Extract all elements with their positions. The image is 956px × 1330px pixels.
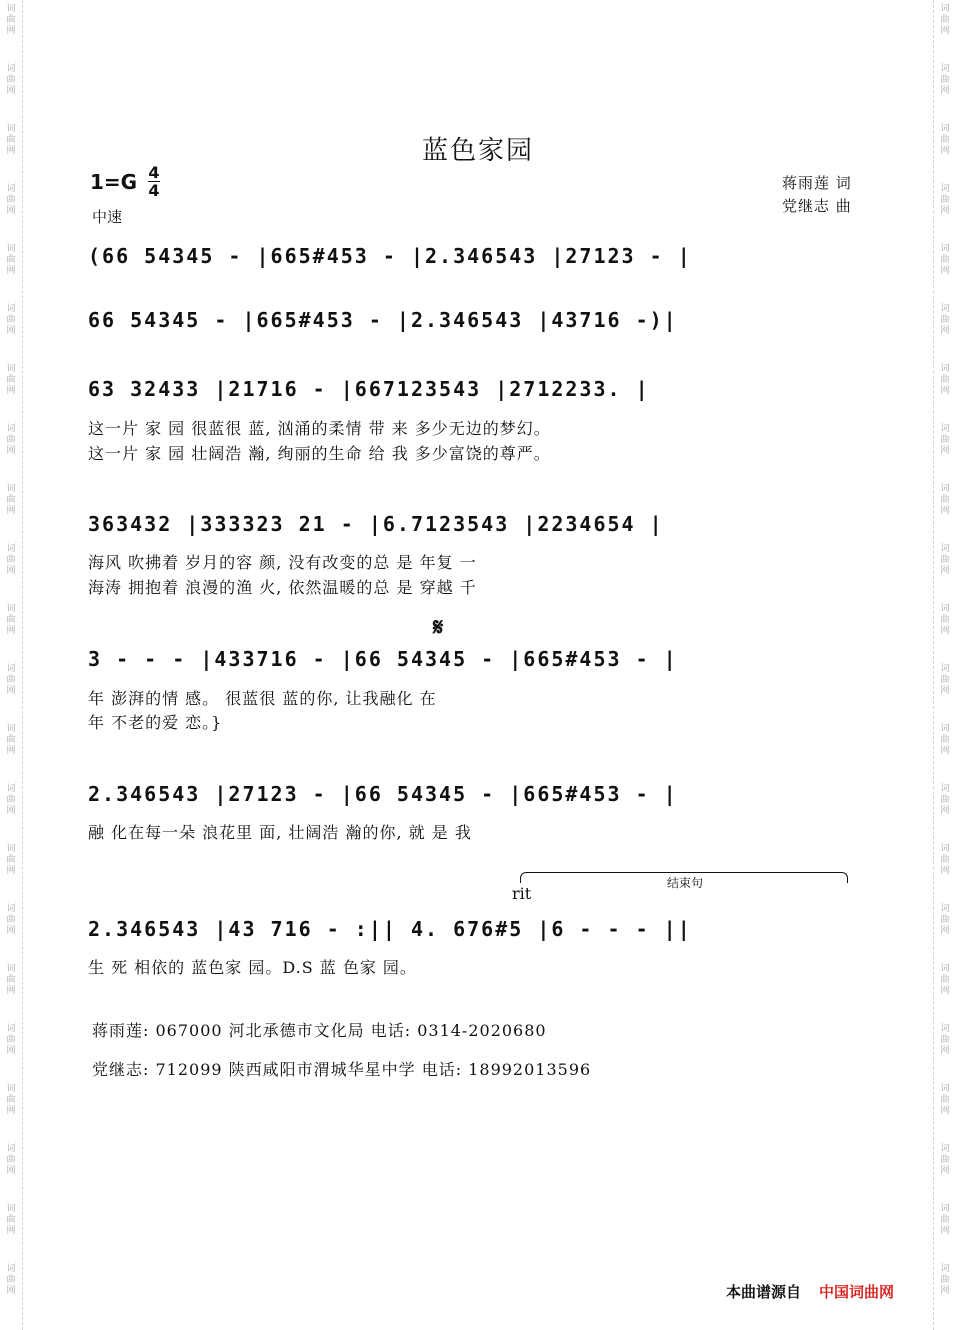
time-signature [148,164,160,199]
watermark-mark: 词 曲 网 [940,484,950,516]
watermark-mark: 词 曲 网 [6,784,16,816]
watermark-mark: 词 曲 网 [940,64,950,96]
watermark-mark: 词 曲 网 [6,1024,16,1056]
watermark-mark: 词 曲 网 [940,784,950,816]
watermark-mark: 词 曲 网 [940,184,950,216]
notation-line-1: (66 54345 - |665#453 - |2.346543 |27123 - | [88,244,692,268]
ending-label: 结束句 [667,876,704,890]
watermark-mark: 词 曲 网 [6,544,16,576]
tempo-marking: 中速 [92,208,123,226]
source-site-link[interactable]: 中国词曲网 [819,1283,895,1301]
watermark-mark: 词 曲 网 [6,244,16,276]
watermark-mark: 词 曲 网 [6,844,16,876]
watermark-mark: 词 曲 网 [940,664,950,696]
source-credit [726,1281,894,1302]
watermark-mark: 词 曲 网 [940,844,950,876]
watermark-mark: 词 曲 网 [6,484,16,516]
notation-line-3: 63 32433 |21716 - |667123543 |2712233. | [88,377,650,401]
lyric-line-5-verse-2: 年 不老的爱 恋。} [88,713,229,732]
watermark-mark: 词 曲 网 [940,424,950,456]
watermark-mark: 词 曲 网 [940,304,950,336]
lyric-line-3-verse-2: 这一片 家 园 壮阔浩 瀚, 绚丽的生命 给 我 多少富饶的尊严。 [88,444,551,463]
watermark-mark: 词 曲 网 [6,964,16,996]
watermark-mark: 词 曲 网 [940,544,950,576]
time-signature-bottom: 4 [148,181,160,200]
notation-line-4: 363432 |333323 21 - |6.7123543 |2234654 | [88,512,664,536]
watermark-mark: 词 曲 网 [940,1084,950,1116]
time-signature-top: 4 [148,163,160,182]
watermark-mark: 词 曲 网 [6,604,16,636]
watermark-mark: 词 曲 网 [940,364,950,396]
watermark-mark: 词 曲 网 [940,904,950,936]
watermark-mark: 词 曲 网 [940,4,950,36]
lyric-line-4-verse-2: 海涛 拥抱着 浪漫的渔 火, 依然温暖的总 是 穿越 千 [88,578,477,597]
watermark-mark: 词 曲 网 [940,964,950,996]
notation-line-6: 2.346543 |27123 - |66 54345 - |665#453 - | [88,782,678,806]
notation-line-5: 3 - - - |433716 - |66 54345 - |665#453 - | [88,647,678,671]
watermark-mark: 词 曲 网 [940,1204,950,1236]
watermark-mark: 词 曲 网 [940,1144,950,1176]
watermark-mark: 词 曲 网 [940,124,950,156]
watermark-mark: 词 曲 网 [940,604,950,636]
lyric-line-3-verse-1: 这一片 家 园 很蓝很 蓝, 汹涌的柔情 带 来 多少无边的梦幻。 [88,419,551,438]
segno-sign: 𝄋 [433,612,444,641]
watermark-mark: 词 曲 网 [6,664,16,696]
composer-credit: 党继志 曲 [782,197,852,215]
watermark-mark: 词 曲 网 [6,124,16,156]
watermark-mark: 词 曲 网 [6,64,16,96]
watermark-mark: 词 曲 网 [6,1204,16,1236]
lyric-line-5-verse-1: 年 澎湃的情 感。 很蓝很 蓝的你, 让我融化 在 [88,689,437,708]
watermark-mark: 词 曲 网 [940,724,950,756]
song-title: 蓝色家园 [421,136,534,166]
watermark-mark: 词 曲 网 [940,1264,950,1296]
lyricist-credit: 蒋雨莲 词 [782,174,852,192]
notation-line-7: 2.346543 |43 716 - :|| 4. 676#5 |6 - - - || [88,917,692,941]
watermark-mark: 词 曲 网 [6,424,16,456]
watermark-mark: 词 曲 网 [940,244,950,276]
watermark-mark: 词 曲 网 [6,1264,16,1296]
contact-lyricist: 蒋雨莲: 067000 河北承德市文化局 电话: 0314-2020680 [92,1021,547,1040]
watermark-mark: 词 曲 网 [940,1024,950,1056]
notation-line-2: 66 54345 - |665#453 - |2.346543 |43716 -)| [88,308,678,332]
right-watermark-strip [933,0,956,1330]
watermark-mark: 词 曲 网 [6,364,16,396]
ritardando-marking: rit [512,884,532,903]
source-label: 本曲谱源自 [726,1283,802,1301]
lyric-line-6: 融 化在每一朵 浪花里 面, 壮阔浩 瀚的你, 就 是 我 [88,823,472,842]
watermark-mark: 词 曲 网 [6,4,16,36]
watermark-mark: 词 曲 网 [6,1144,16,1176]
watermark-mark: 词 曲 网 [6,184,16,216]
lyric-line-4-verse-1: 海风 吹拂着 岁月的容 颜, 没有改变的总 是 年复 一 [88,553,477,572]
watermark-mark: 词 曲 网 [6,1084,16,1116]
key-signature: 1=G [90,170,138,194]
watermark-mark: 词 曲 网 [6,724,16,756]
watermark-mark: 词 曲 网 [6,904,16,936]
watermark-mark: 词 曲 网 [6,304,16,336]
lyric-line-7: 生 死 相依的 蓝色家 园。D.S 蓝 色家 园。 [88,958,417,977]
left-watermark-strip [0,0,23,1330]
contact-composer: 党继志: 712099 陕西咸阳市渭城华星中学 电话: 18992013596 [92,1060,592,1079]
